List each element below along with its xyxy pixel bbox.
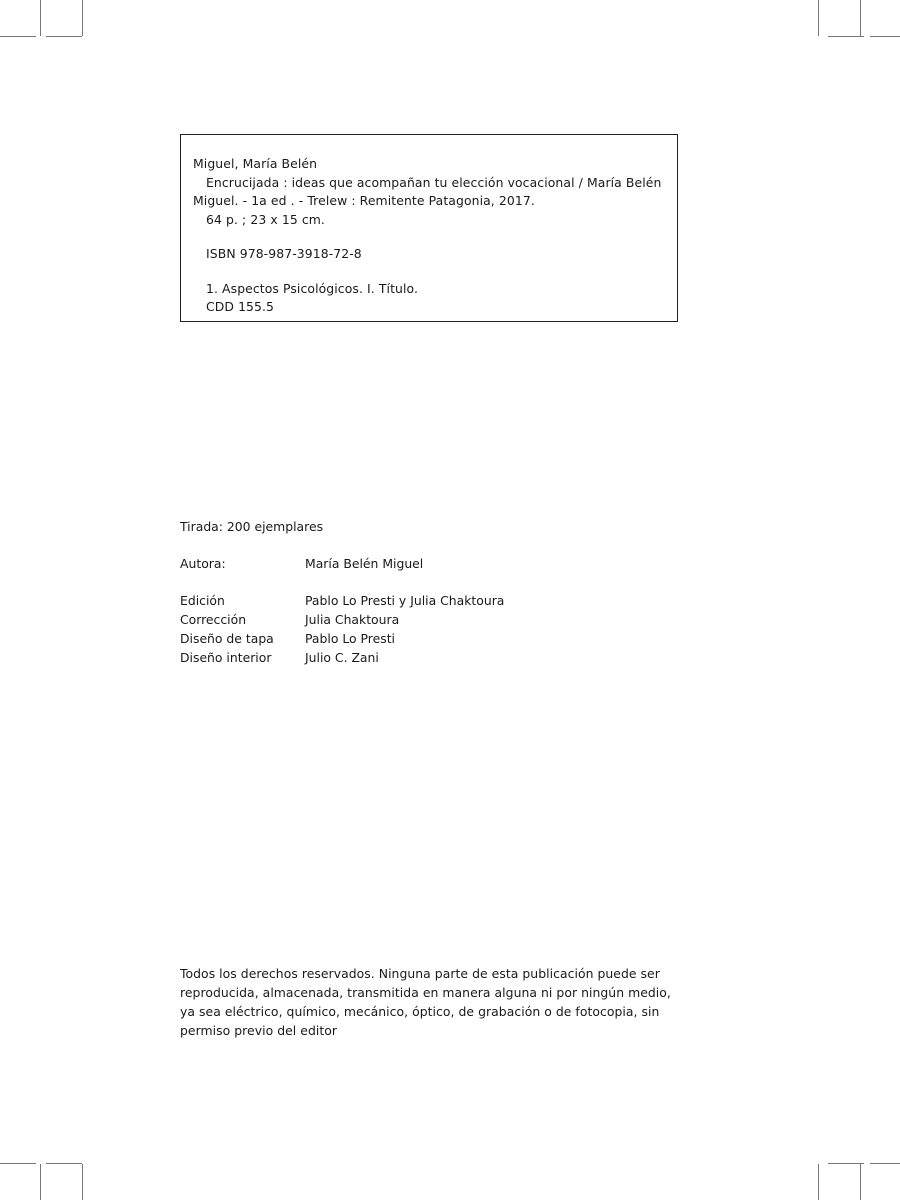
credits-spacer — [180, 536, 700, 554]
catalog-title-line-2: Miguel. - 1a ed . - Trelew : Remitente Patagonia, 2017. — [193, 193, 535, 208]
crop-mark-bottom-right-horizontal — [828, 1163, 864, 1164]
catalog-record-box — [180, 134, 678, 322]
catalog-title-line-1: Encrucijada : ideas que acompañan tu elección vocacional / María Belén — [206, 174, 662, 190]
crop-mark-bottom-right-horizontal-inner — [870, 1163, 900, 1164]
credit-row-author — [180, 554, 700, 573]
catalog-isbn: ISBN 978-987-3918-72-8 — [206, 246, 362, 261]
credit-label: Diseño interior — [180, 650, 272, 665]
crop-mark-top-right-horizontal — [828, 36, 864, 37]
catalog-author: Miguel, María Belén — [193, 156, 318, 171]
credit-row-edicion — [180, 591, 700, 610]
crop-mark-bottom-right-vertical-inner — [860, 1164, 861, 1200]
credit-value: Julio C. Zani — [305, 650, 379, 665]
credit-row-diseno-interior — [180, 648, 700, 667]
crop-mark-top-right-horizontal-inner — [870, 36, 900, 37]
credits-section — [180, 517, 700, 667]
catalog-subjects: 1. Aspectos Psicológicos. I. Título. — [206, 280, 419, 296]
catalog-cdd: CDD 155.5 — [206, 299, 275, 314]
rights-line: permiso previo del editor — [180, 1023, 338, 1038]
credit-label: Edición — [180, 593, 225, 608]
crop-mark-top-left-horizontal — [0, 36, 36, 37]
crop-mark-top-left-vertical — [40, 0, 41, 36]
crop-mark-bottom-left-horizontal-inner — [46, 1163, 82, 1164]
crop-mark-top-left-horizontal-inner — [46, 36, 82, 37]
crop-mark-top-right-vertical — [818, 0, 819, 36]
crop-mark-bottom-left-vertical — [40, 1164, 41, 1200]
print-run: Tirada: 200 ejemplares — [180, 519, 324, 534]
credits-spacer — [180, 573, 700, 591]
crop-mark-bottom-left-vertical-inner — [82, 1164, 83, 1200]
credit-value: Pablo Lo Presti — [305, 631, 395, 646]
credit-label: Diseño de tapa — [180, 631, 274, 646]
crop-mark-top-right-vertical-inner — [860, 0, 861, 36]
rights-line: ya sea eléctrico, químico, mecánico, óptico, de grabación o de fotocopia, sin — [180, 1004, 660, 1019]
credit-value: Julia Chaktoura — [305, 612, 400, 627]
credit-row-diseno-tapa — [180, 629, 700, 648]
catalog-physical-description: 64 p. ; 23 x 15 cm. — [206, 211, 325, 227]
crop-mark-top-left-vertical-inner — [82, 0, 83, 36]
catalog-spacer — [193, 229, 665, 245]
crop-mark-bottom-left-horizontal — [0, 1163, 36, 1164]
credit-label: Autora: — [180, 556, 226, 571]
credit-value: María Belén Miguel — [305, 556, 424, 571]
rights-notice — [180, 964, 680, 1040]
credit-row-correccion — [180, 610, 700, 629]
credit-label: Corrección — [180, 612, 247, 627]
rights-line: reproducida, almacenada, transmitida en manera alguna ni por ningún medio, — [180, 985, 671, 1000]
crop-mark-bottom-right-vertical — [818, 1164, 819, 1200]
catalog-spacer — [193, 264, 665, 280]
credit-value: Pablo Lo Presti y Julia Chaktoura — [305, 593, 505, 608]
rights-line: Todos los derechos reservados. Ninguna parte de esta publicación puede ser — [180, 966, 660, 981]
